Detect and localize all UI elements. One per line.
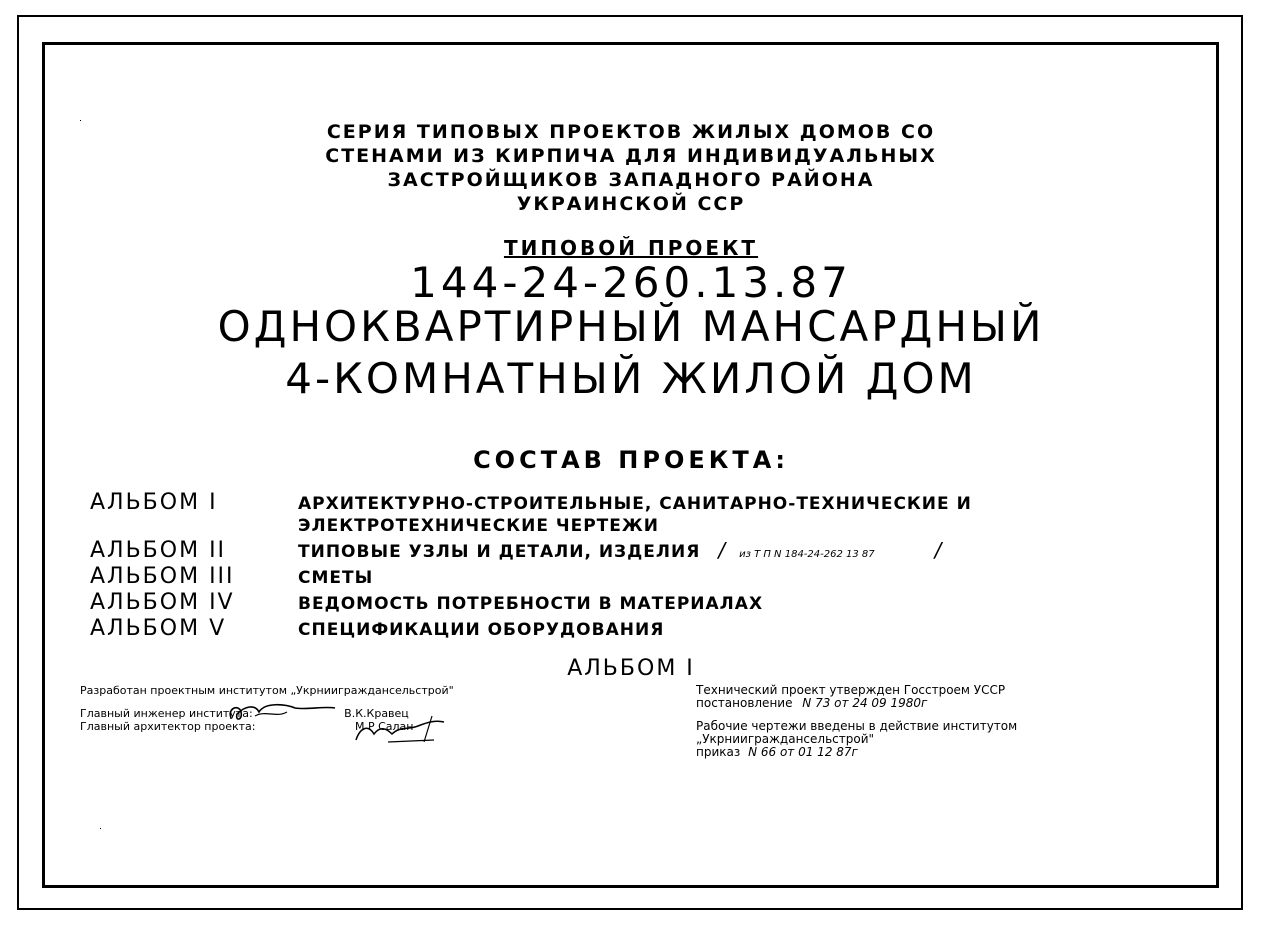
signature-architect	[348, 712, 448, 748]
album-label: АЛЬБОМ III	[90, 564, 235, 589]
scan-speck	[100, 828, 101, 829]
series-line: ЗАСТРОЙЩИКОВ ЗАПАДНОГО РАЙОНА	[387, 169, 875, 191]
approval-line	[696, 746, 1017, 759]
approval-line: Технический проект утвержден Госстроем УССР	[696, 683, 1006, 697]
project-title-line1: ОДНОКВАРТИРНЫЙ МАНСАРДНЫЙ	[217, 302, 1045, 351]
album-list	[90, 490, 1200, 642]
signature-engineer	[225, 698, 350, 746]
approval-line: Рабочие чертежи введены в действие институтом	[696, 719, 1018, 733]
album-desc-continuation: ЭЛЕКТРОТЕХНИЧЕСКИЕ ЧЕРТЕЖИ	[298, 516, 659, 536]
album-row	[90, 616, 1200, 642]
chief-architect-label: Главный архитектор проекта:	[80, 720, 256, 733]
album-note: из Т П N 184-24-262 13 87	[739, 549, 875, 560]
order-value: N 66 от 01 12 87г	[748, 745, 858, 759]
series-line: УКРАИНСКОЙ ССР	[516, 193, 746, 215]
developer-line: Разработан проектным институтом „Укрниигражданcельстрой"	[80, 684, 454, 697]
current-album: АЛЬБОМ I	[567, 656, 695, 681]
project-number: 144-24-260.13.87	[410, 258, 852, 307]
composition-heading: СОСТАВ ПРОЕКТА:	[473, 446, 789, 474]
album-desc: ТИПОВЫЕ УЗЛЫ И ДЕТАЛИ, ИЗДЕЛИЯ	[298, 542, 701, 562]
scan-speck	[80, 120, 81, 121]
album-label: АЛЬБОМ V	[90, 616, 227, 641]
album-desc: АРХИТЕКТУРНО-СТРОИТЕЛЬНЫЕ, САНИТАРНО-ТЕХНИЧЕСКИЕ И	[298, 494, 972, 514]
approval-line: „Укрниигражданcельстрой"	[696, 732, 875, 746]
album-desc: ВЕДОМОСТЬ ПОТРЕБНОСТИ В МАТЕРИАЛАХ	[298, 594, 764, 614]
approval-block	[696, 684, 1017, 759]
album-label: АЛЬБОМ IV	[90, 590, 235, 615]
series-line: СТЕНАМИ ИЗ КИРПИЧА ДЛЯ ИНДИВИДУАЛЬНЫХ	[325, 145, 937, 167]
chief-architect-name: М Р Салан	[354, 720, 414, 733]
project-label: ТИПОВОЙ ПРОЕКТ	[503, 236, 759, 260]
album-label: АЛЬБОМ II	[90, 538, 227, 563]
series-title	[0, 120, 1262, 216]
approval-line	[696, 697, 1017, 710]
album-row	[90, 590, 1200, 616]
resolution-prefix: постановление	[696, 696, 793, 710]
project-title-line2: 4-КОМНАТНЫЙ ЖИЛОЙ ДОМ	[285, 354, 977, 403]
album-label: АЛЬБОМ I	[90, 490, 218, 515]
series-line: СЕРИЯ ТИПОВЫХ ПРОЕКТОВ ЖИЛЫХ ДОМОВ СО	[326, 121, 936, 143]
slash-divider: /	[718, 538, 726, 562]
slash-divider: /	[934, 538, 942, 562]
album-row	[90, 564, 1200, 590]
chief-engineer-label: Главный инженер института:	[80, 707, 253, 720]
album-row	[90, 490, 1200, 516]
chief-engineer-name: В.К.Кравец	[344, 707, 409, 720]
album-desc: СПЕЦИФИКАЦИИ ОБОРУДОВАНИЯ	[298, 620, 665, 640]
album-desc: СМЕТЫ	[298, 568, 374, 588]
album-row	[90, 538, 1200, 564]
resolution-value: N 73 от 24 09 1980г	[802, 696, 928, 710]
order-prefix: приказ	[696, 745, 741, 759]
